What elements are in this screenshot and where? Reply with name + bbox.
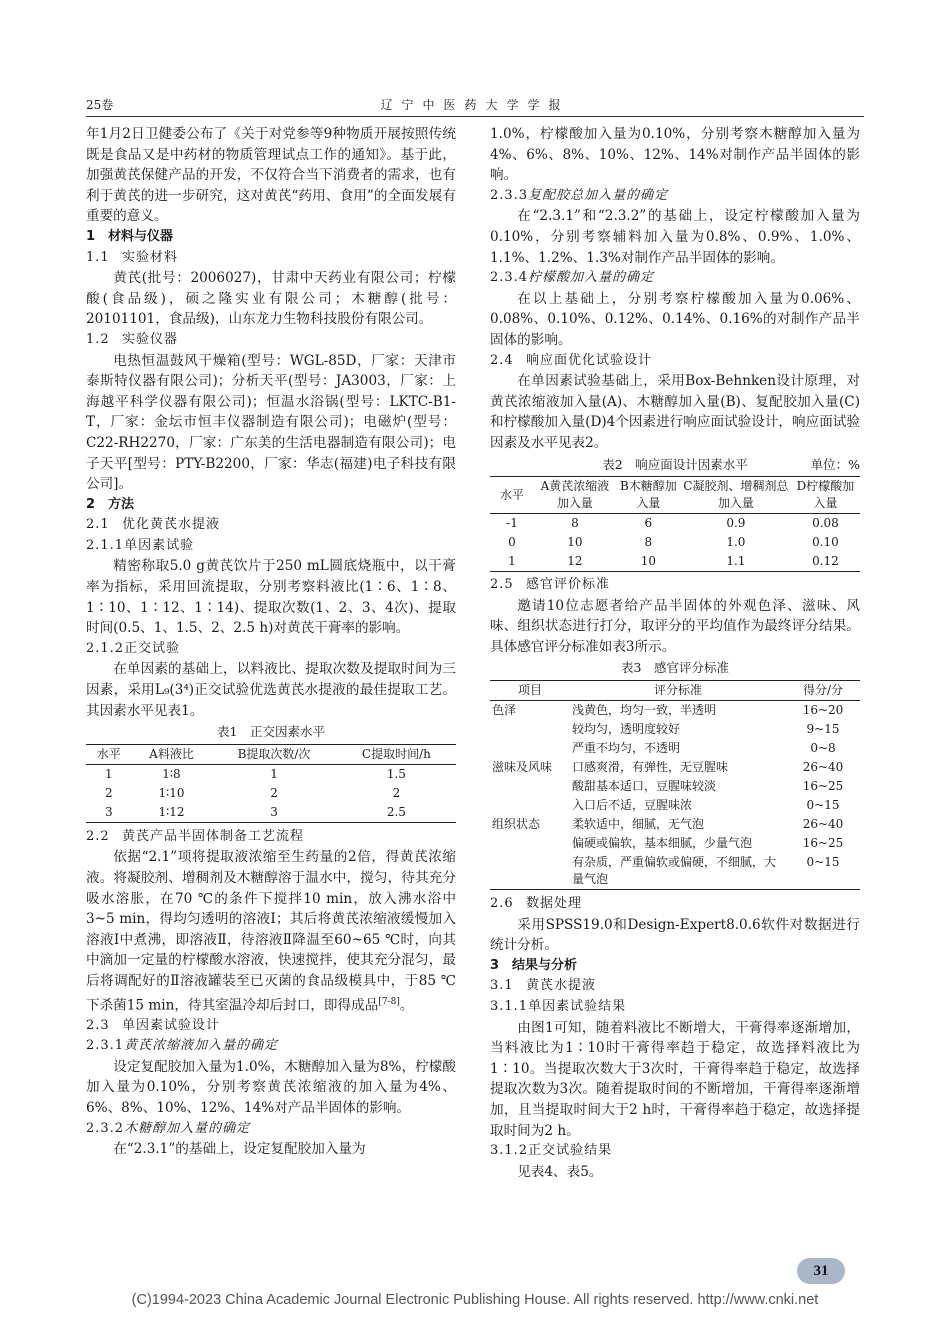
subsection-heading-2-3 xyxy=(86,1016,456,1037)
copyright-footer: (C)1994-2023 China Academic Journal Electronic Publishing House. All rights reserved. http://www.cnki.net xyxy=(131,1292,819,1308)
table-cell xyxy=(490,796,570,815)
heading-title: 响应面优化试验设计 xyxy=(526,352,653,368)
paragraph-extract-amount: 设定复配胶加入量为1.0%，木糖醇加入量为8%，柠檬酸加入量为0.10%，分别考察黄芪浓缩液的加入量为4%、6%、8%、10%、12%、14%对产品半固体的影响。 xyxy=(86,1058,456,1117)
table-cell: 滋味及风味 xyxy=(492,760,553,775)
table-row xyxy=(490,777,860,796)
paragraph-response-surface: 在单因素试验基础上，采用Box-Behnken设计原理，对黄芪浓缩液加入量(A)、木糖醇加入量(B)、复配胶加入量(C)和柠檬酸加入量(D)4个因素进行响应面试验设计，响应面试验因素及水平见表2。 xyxy=(490,373,860,451)
heading-number: 2.1 xyxy=(86,517,110,533)
table-cell: 入口后不适，豆腥味浓 xyxy=(572,798,693,813)
subsection-heading-3-1 xyxy=(490,976,860,997)
paragraph-single-factor-results: 由图1可知，随着料液比不断增大，干膏得率逐渐增加，当料液比为1∶10时干膏得率趋于稳定，故选择料液比为1∶10。当提取次数大于3次时，干膏得率趋于稳定，故选择提取次数为3次。随着提取时间的不断增加，干膏得率逐渐增加，且当提取时间大于2 h时，干膏得率趋于稳定，故选择提取时间为2 h。 xyxy=(490,1019,860,1139)
table2 xyxy=(490,476,860,572)
table-header-cell: A料液比 xyxy=(149,746,194,761)
table-cell xyxy=(490,739,570,758)
heading-title: 单因素试验设计 xyxy=(122,1017,221,1033)
table-row xyxy=(490,739,860,758)
table-cell: 0.9 xyxy=(726,516,746,531)
table-row xyxy=(490,533,860,552)
table-row xyxy=(490,701,860,721)
table-cell: 0~8 xyxy=(810,741,836,756)
table2-caption: 表2 响应面设计因素水平 xyxy=(602,456,748,472)
subsection-heading-2-2 xyxy=(86,827,456,848)
table-row xyxy=(490,834,860,853)
table-cell: 0.12 xyxy=(812,554,839,569)
table2-caption-row xyxy=(490,455,860,476)
table-cell: 16~20 xyxy=(802,703,844,718)
paragraph-materials: 黄芪(批号：2006027)，甘肃中天药业有限公司；柠檬酸(食品级)，硕之隆实业有限公司；木糖醇(批号：20101101，食品级)，山东龙力生物科技股份有限公司。 xyxy=(86,270,456,328)
paragraph-sensory: 邀请10位志愿者给产品半固体的外观色泽、滋味、风味、组织状态进行打分，取评分的平均值作为最终评分结果。具体感官评分标准如表3所示。 xyxy=(490,597,860,655)
table-row xyxy=(86,764,456,784)
subsection-heading-2-3-4 xyxy=(490,268,860,289)
table-row xyxy=(490,552,860,572)
table-cell: 9~15 xyxy=(806,722,840,737)
running-header xyxy=(86,92,864,117)
table-header-row xyxy=(490,681,860,701)
table-header-row xyxy=(86,744,456,764)
table-cell: 偏硬或偏软，基本细腻，少量气泡 xyxy=(572,836,753,851)
table-cell: 2 xyxy=(270,785,278,800)
table-row xyxy=(490,796,860,815)
table-cell: -1 xyxy=(506,516,518,531)
heading-title: 优化黄芪水提液 xyxy=(122,517,221,533)
heading-title: 正交试验结果 xyxy=(528,1143,613,1159)
heading-number: 2.1.2 xyxy=(86,640,125,656)
paragraph-citric-acid: 在以上基础上，分别考察柠檬酸加入量为0.06%、0.08%、0.10%、0.12%、0.14%、0.16%的对制作产品半固体的影响。 xyxy=(490,290,860,348)
paragraph-data-processing: 采用SPSS19.0和Design-Expert8.0.6软件对数据进行统计分析。 xyxy=(490,916,860,954)
paragraph-xylitol-continued: 1.0%，柠檬酸加入量为0.10%，分别考察木糖醇加入量为4%、6%、8%、10%、12%、14%对制作产品半固体的影响。 xyxy=(490,126,860,184)
table1 xyxy=(86,744,456,823)
right-column xyxy=(490,124,860,1182)
heading-number: 2.3 xyxy=(86,1017,110,1033)
table-cell: 1∶10 xyxy=(158,785,185,800)
subsection-heading-2-6 xyxy=(490,894,860,915)
paragraph-process xyxy=(86,847,456,1015)
process-text-end: 。 xyxy=(399,997,414,1014)
heading-number: 3.1.1 xyxy=(490,999,529,1015)
table-cell: 8 xyxy=(571,516,579,531)
subsection-heading-2-3-1 xyxy=(86,1036,456,1057)
subsection-heading-2-1-2 xyxy=(86,639,456,660)
table-cell: 浅黄色，均匀一致，半透明 xyxy=(572,703,717,718)
heading-number: 2.3.4 xyxy=(490,270,529,286)
table-header-cell: B提取次数/次 xyxy=(237,746,311,761)
table-cell: 严重不均匀，不透明 xyxy=(572,741,681,756)
subsection-heading-2-5 xyxy=(490,575,860,596)
heading-number: 2.2 xyxy=(86,828,110,844)
paragraph-instruments: 电热恒温鼓风干燥箱(型号：WGL-85D，厂家：天津市泰斯特仪器有限公司)；分析天平(型号：JA3003，厂家：上海越平科学仪器有限公司)；恒温水浴锅(型号：LKTC-B1-T，厂家：金坛市恒丰仪器制造有限公司)；电磁炉(型号：C22-RH2270，厂家：广东美的生活电器制造有限公司)；电子天平[型号：PTY-B2200，厂家：华志(福建)电子科技有限公司]。 xyxy=(86,352,456,493)
table-cell: 0.10 xyxy=(812,535,839,550)
table-header-cell: 水平 xyxy=(499,487,524,502)
table-cell: 组织状态 xyxy=(492,817,541,832)
table-cell: 1 xyxy=(105,766,113,781)
heading-number: 1.1 xyxy=(86,249,110,265)
subsection-heading-2-1 xyxy=(86,515,456,536)
intro-paragraph-continued: 年1月2日卫健委公布了《关于对党参等9种物质开展按照传统既是食品又是中药材的物质管理试点工作的通知》。基于此，加强黄芪保健产品的开发，不仅符合当下消费者的需求，也有利于黄芪的进一步研究，这对黄芪“药用、食用”的全面发展有重要的意义。 xyxy=(86,126,456,225)
table-cell: 0 xyxy=(508,535,516,550)
left-column xyxy=(86,124,456,1160)
table-cell xyxy=(490,834,570,853)
paragraph-orthogonal: 在单因素的基础上，以料液比、提取次数及提取时间为三因素，采用L₉(3⁴)正交试验优选黄芪水提液的最佳提取工艺。其因素水平见表1。 xyxy=(86,661,456,719)
heading-title: 柠檬酸加入量的确定 xyxy=(528,270,655,286)
section-heading-methods: 2 方法 xyxy=(86,496,135,512)
section-heading-results: 3 结果与分析 xyxy=(490,957,578,973)
table-row xyxy=(490,758,860,777)
table-cell: 3 xyxy=(270,804,278,819)
table-cell: 10 xyxy=(567,535,583,550)
heading-title: 单因素试验 xyxy=(124,537,195,553)
table-row xyxy=(490,720,860,739)
heading-title: 木糖醇加入量的确定 xyxy=(124,1120,251,1136)
table-cell: 有杂质，严重偏软或偏硬，不细腻，大量气泡 xyxy=(572,855,777,887)
paragraph-xylitol-amount: 在“2.3.1”的基础上，设定复配胶加入量为 xyxy=(113,1141,366,1158)
heading-title: 正交试验 xyxy=(124,640,181,656)
table-cell: 2 xyxy=(392,785,401,800)
table-cell xyxy=(490,777,570,796)
table-cell: 6 xyxy=(644,516,653,531)
table-cell: 柔软适中，细腻，无气泡 xyxy=(572,817,705,832)
journal-title: 辽宁中医药大学学报 xyxy=(380,98,570,112)
table-row xyxy=(490,815,860,834)
table-header-cell: D柠檬酸加入量 xyxy=(796,479,855,511)
table3 xyxy=(490,680,860,890)
table-cell: 26~40 xyxy=(802,760,844,775)
heading-number: 3.1.2 xyxy=(490,1143,529,1159)
heading-title: 黄芪产品半固体制备工艺流程 xyxy=(122,828,305,844)
subsection-heading-2-1-1 xyxy=(86,536,456,557)
table-header-cell: 评分标准 xyxy=(653,683,702,698)
table-cell xyxy=(490,853,570,890)
table-header-cell: C凝胶剂、增稠剂总加入量 xyxy=(683,479,789,511)
table2-unit: 单位：% xyxy=(810,456,860,472)
table-cell: 0~15 xyxy=(806,855,840,870)
heading-number: 3.1 xyxy=(490,978,514,994)
subsection-heading-1-1 xyxy=(86,248,456,269)
heading-number: 1.2 xyxy=(86,331,110,347)
table-cell: 3 xyxy=(105,804,113,819)
volume-label: 25卷 xyxy=(86,98,114,112)
table-header-cell: 得分/分 xyxy=(802,683,844,698)
heading-title: 实验仪器 xyxy=(122,331,179,347)
process-text: 依据“2.1”项将提取液浓缩至生药量的2倍，得黄芪浓缩液。将凝胶剂、增稠剂及木糖醇溶于温水中，搅匀，待其充分吸水溶胀，在70 ℃的条件下搅拌10 min，放入沸水浴中3~5 min，得均匀透明的溶液Ⅰ；其后将黄芪浓缩液缓慢加入溶液Ⅰ中煮沸，即溶液Ⅱ，待溶液Ⅱ降温至60~65 ℃时，向其中滴加一定量的柠檬酸水溶液，快速搅拌，使其充分混匀，最后将调配好的Ⅱ溶液罐装至已灭菌的食品级模具中，于85 ℃下杀菌15 min，待其室温冷却后封口，即得成品 xyxy=(86,849,456,1014)
table-cell: 1 xyxy=(508,554,516,569)
table-cell: 1∶8 xyxy=(162,766,181,781)
table-cell: 口感爽滑，有弹性，无豆腥味 xyxy=(572,760,729,775)
table-header-cell: A黄芪浓缩液加入量 xyxy=(540,479,610,511)
table3-caption: 表3 感官评分标准 xyxy=(621,660,729,676)
table-cell: 酸甜基本适口，豆腥味较淡 xyxy=(572,779,717,794)
table-cell: 2.5 xyxy=(386,804,406,819)
heading-number: 2.3.2 xyxy=(86,1120,125,1136)
heading-title: 实验材料 xyxy=(122,249,179,265)
heading-number: 2.5 xyxy=(490,577,514,593)
subsection-heading-3-1-1 xyxy=(490,997,860,1018)
subsection-heading-2-3-2 xyxy=(86,1119,456,1140)
table-header-cell: 项目 xyxy=(517,683,542,698)
section-heading-materials: 1 材料与仪器 xyxy=(86,228,174,244)
table-cell: 2 xyxy=(105,785,113,800)
page-number-badge: 31 xyxy=(797,1258,845,1284)
table-cell xyxy=(490,720,570,739)
table-row xyxy=(86,784,456,803)
table-cell: 1.1 xyxy=(726,554,746,569)
table-cell: 0~15 xyxy=(806,798,840,813)
table-row xyxy=(490,514,860,534)
table-cell: 16~25 xyxy=(802,836,844,851)
table-row xyxy=(86,803,456,823)
table-cell: 1.5 xyxy=(386,766,406,781)
table-header-cell: C提取时间/h xyxy=(361,746,431,761)
heading-title: 黄芪水提液 xyxy=(526,978,597,994)
table-row xyxy=(490,853,860,890)
heading-number: 2.1.1 xyxy=(86,537,125,553)
table-cell: 1 xyxy=(270,766,278,781)
table-cell: 10 xyxy=(640,554,656,569)
heading-number: 2.3.3 xyxy=(490,187,529,203)
subsection-heading-2-4 xyxy=(490,351,860,372)
table1-caption: 表1 正交因素水平 xyxy=(217,724,325,740)
table-cell: 色泽 xyxy=(492,703,517,718)
subsection-heading-3-1-2 xyxy=(490,1141,860,1162)
subsection-heading-2-3-3 xyxy=(490,186,860,207)
table-header-cell: B木糖醇加入量 xyxy=(619,479,677,511)
citation: [7-8] xyxy=(378,996,400,1007)
heading-title: 感官评价标准 xyxy=(526,577,611,593)
heading-number: 2.6 xyxy=(490,896,514,912)
heading-title: 数据处理 xyxy=(526,896,583,912)
paragraph-single-factor: 精密称取5.0 g黄芪饮片于250 mL圆底烧瓶中，以干膏率为指标，采用回流提取，分别考察料液比(1∶6、1∶8、1∶10、1∶12、1∶14)、提取次数(1、2、3、4次)、提取时间(0.5、1、1.5、2、2.5 h)对黄芪干膏率的影响。 xyxy=(86,558,456,637)
table-header-row xyxy=(490,477,860,514)
table-cell: 较均匀，透明度较好 xyxy=(572,722,681,737)
paragraph-gel-amount: 在“2.3.1”和“2.3.2”的基础上，设定柠檬酸加入量为0.10%，分别考察辅料加入量为0.8%、0.9%、1.0%、1.1%、1.2%、1.3%对制作产品半固体的影响。 xyxy=(490,208,860,266)
paragraph-orthogonal-results: 见表4、表5。 xyxy=(517,1163,603,1180)
table-cell: 1∶12 xyxy=(158,804,185,819)
table-cell: 0.08 xyxy=(812,516,839,531)
table-cell: 12 xyxy=(567,554,583,569)
heading-number: 2.3.1 xyxy=(86,1038,125,1054)
subsection-heading-1-2 xyxy=(86,330,456,351)
table-cell: 26~40 xyxy=(802,817,844,832)
table-header-cell: 水平 xyxy=(96,746,121,761)
heading-title: 复配胶总加入量的确定 xyxy=(528,187,669,203)
heading-number: 2.4 xyxy=(490,352,514,368)
table-cell: 16~25 xyxy=(802,779,844,794)
heading-title: 黄芪浓缩液加入量的确定 xyxy=(124,1038,279,1054)
table-cell: 1.0 xyxy=(726,535,746,550)
heading-title: 单因素试验结果 xyxy=(528,999,627,1015)
table-cell: 8 xyxy=(644,535,653,550)
